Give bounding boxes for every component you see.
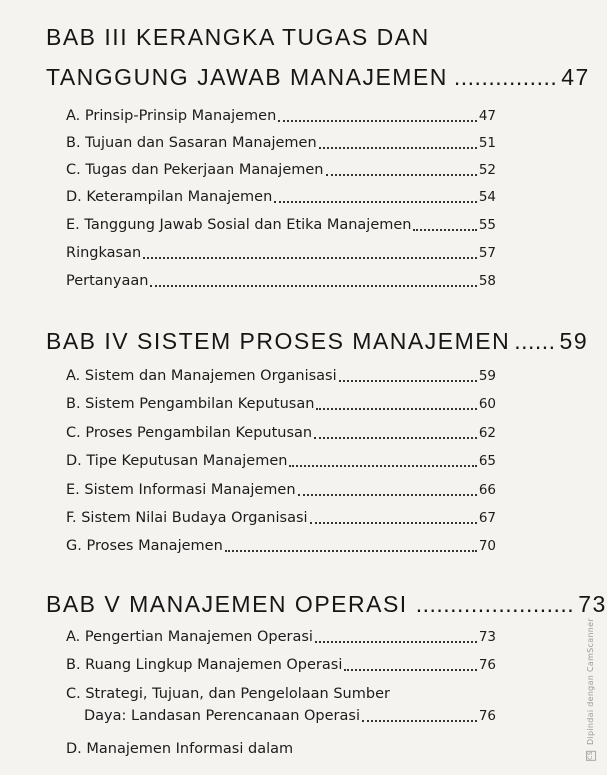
entry-label: F. Sistem Nilai Budaya Organisasi: [66, 510, 308, 526]
entry-label: B. Tujuan dan Sasaran Manajemen: [66, 135, 317, 151]
entry-label-continued: Daya: Landasan Perencanaan Operasi: [84, 708, 360, 724]
dot-leader: [362, 720, 477, 722]
entry-page: 67: [478, 510, 496, 526]
toc-entry[interactable]: [66, 215, 496, 235]
toc-entry[interactable]: [66, 508, 496, 528]
toc-entry[interactable]: [66, 627, 496, 647]
entry-page: 55: [478, 217, 496, 233]
entry-page: 54: [478, 189, 496, 205]
entry-page: 58: [478, 273, 496, 289]
entry-page: 70: [478, 538, 496, 554]
dot-leader: [319, 147, 477, 149]
entry-page: 65: [478, 453, 496, 469]
entry-label: C. Tugas dan Pekerjaan Manajemen: [66, 162, 324, 178]
dot-leader: [225, 550, 477, 552]
entry-label: E. Tanggung Jawab Sosial dan Etika Manajemen: [66, 217, 412, 233]
chapter-4-title: BAB IV SISTEM PROSES MANAJEMEN: [46, 328, 511, 354]
toc-entry[interactable]: [66, 366, 496, 386]
entry-label: C. Strategi, Tujuan, dan Pengelolaan Sumber: [66, 686, 390, 702]
toc-entry[interactable]: [66, 536, 496, 556]
entry-label-row2: [66, 706, 496, 726]
entry-page: 60: [478, 396, 496, 412]
dot-leader: [278, 120, 477, 122]
entry-label: Ringkasan: [66, 245, 142, 261]
camscanner-icon: CS: [587, 751, 594, 760]
watermark-text: Dipindai dengan CamScanner: [586, 618, 595, 745]
toc-entry[interactable]: [66, 684, 496, 726]
toc-entry[interactable]: [66, 243, 496, 263]
entry-page: 52: [478, 162, 496, 178]
chapter-4-page: 59: [559, 328, 589, 354]
toc-entry[interactable]: [66, 423, 496, 443]
entry-page: 47: [478, 108, 496, 124]
dot-leader: [344, 669, 476, 671]
entry-label: D. Keterampilan Manajemen: [66, 189, 273, 205]
entry-label: D. Tipe Keputusan Manajemen: [66, 453, 288, 469]
entry-label: C. Proses Pengambilan Keputusan: [66, 425, 313, 441]
entry-label: G. Proses Manajemen: [66, 538, 223, 554]
entry-label: E. Sistem Informasi Manajemen: [66, 482, 296, 498]
chapter-5-dots: .......................: [415, 591, 575, 617]
dot-leader: [143, 257, 477, 259]
entry-label: A. Pengertian Manajemen Operasi: [66, 629, 313, 645]
entry-label: D. Manajemen Informasi dalam: [66, 741, 294, 757]
dot-leader: [298, 494, 477, 496]
dot-leader: [315, 641, 477, 643]
entry-page: 62: [478, 425, 496, 441]
dot-leader: [274, 201, 477, 203]
entry-label: Pertanyaan: [66, 273, 149, 289]
entry-label: B. Sistem Pengambilan Keputusan: [66, 396, 315, 412]
entry-page: 66: [478, 482, 496, 498]
entry-page: 59: [478, 368, 496, 384]
toc-entry[interactable]: [66, 480, 496, 500]
dot-leader: [326, 174, 477, 176]
dot-leader: [339, 380, 477, 382]
entry-label: B. Ruang Lingkup Manajemen Operasi: [66, 657, 343, 673]
entry-page: 57: [478, 245, 496, 261]
dot-leader: [289, 465, 476, 467]
dot-leader: [316, 408, 476, 410]
toc-entry[interactable]: [66, 187, 496, 207]
toc-entry[interactable]: [66, 739, 496, 759]
toc-entry[interactable]: [66, 106, 496, 126]
entry-page: 51: [478, 135, 496, 151]
chapter-4-dots: ......: [514, 328, 556, 354]
dot-leader: [150, 285, 476, 287]
entry-page: 76: [478, 657, 496, 673]
entry-page: 73: [478, 629, 496, 645]
chapter-5-heading: [46, 589, 607, 619]
chapter-5-title: BAB V MANAJEMEN OPERASI: [46, 591, 408, 617]
toc-entry[interactable]: [66, 655, 496, 675]
entry-label: A. Prinsip-Prinsip Manajemen: [66, 108, 277, 124]
entry-label: A. Sistem dan Manajemen Organisasi: [66, 368, 337, 384]
chapter-3-heading-line2: [46, 62, 590, 92]
chapter-3-title: TANGGUNG JAWAB MANAJEMEN: [46, 64, 448, 90]
chapter-3-page: 47: [561, 64, 590, 90]
dot-leader: [310, 522, 477, 524]
toc-entry[interactable]: [66, 160, 496, 180]
dot-leader: [314, 437, 477, 439]
toc-entry[interactable]: [66, 133, 496, 153]
toc-entry[interactable]: [66, 451, 496, 471]
chapter-5-page: 73: [578, 591, 607, 617]
chapter-4-heading: [46, 326, 589, 356]
scanner-watermark: [586, 618, 596, 761]
dot-leader: [413, 229, 476, 231]
chapter-3-heading-line1: BAB III KERANGKA TUGAS DAN: [46, 24, 430, 50]
chapter-3-dots: ...............: [453, 64, 558, 90]
entry-page: 76: [478, 708, 496, 724]
toc-entry[interactable]: [66, 271, 496, 291]
toc-entry[interactable]: [66, 394, 496, 414]
